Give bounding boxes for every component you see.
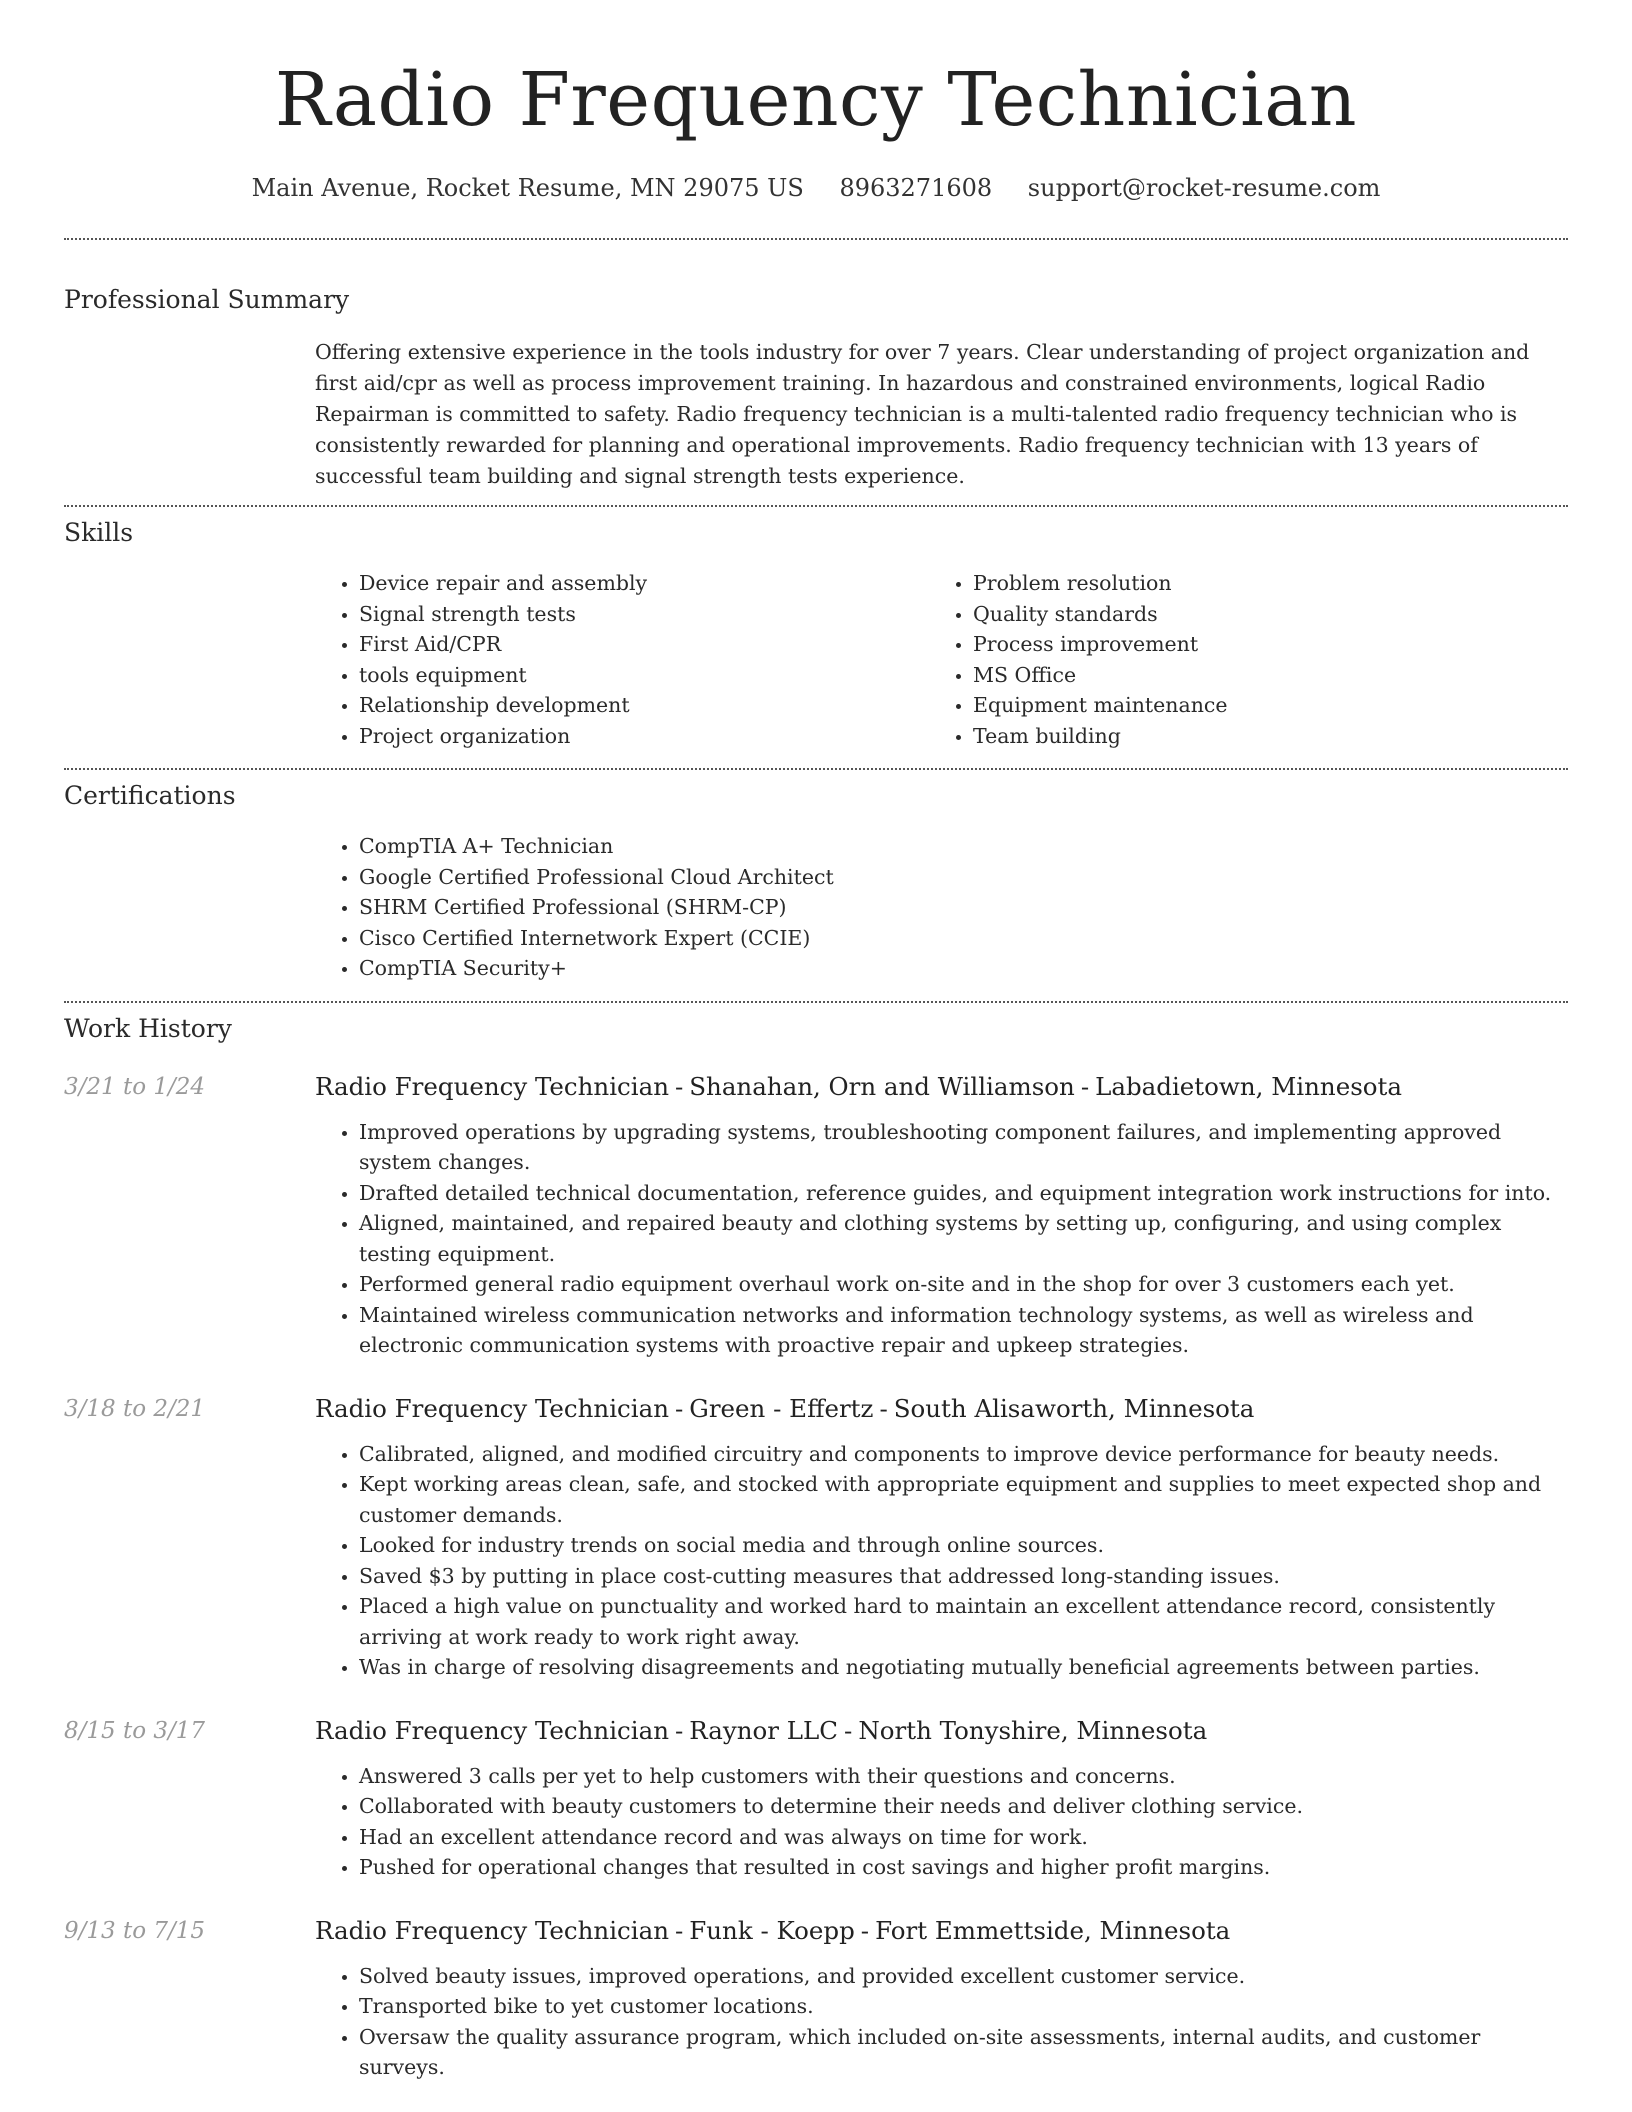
job-bullets bbox=[315, 1439, 1568, 1683]
skill-item: • tools equipment bbox=[359, 660, 929, 691]
resume-name: Radio Frequency Technician bbox=[274, 57, 1358, 143]
contact-address: Main Avenue, Rocket Resume, MN 29075 US bbox=[251, 174, 804, 202]
job-bullet: • Transported bike to yet customer locations. bbox=[359, 1991, 1568, 2022]
job-entry bbox=[64, 1915, 1568, 2083]
job-company: Shanahan, Orn and Williamson bbox=[689, 1071, 1075, 1101]
job-bullet: • Kept working areas clean, safe, and stocked with appropriate equipment and supplies to meet expected shop and customer demands. bbox=[359, 1469, 1568, 1530]
summary-text: Offering extensive experience in the tools industry for over 7 years. Clear understanding of project organization and first aid/cpr as well as process improvement training. In hazardous and constrained environments, logical Radio Repairman is committed to safety. Radio frequency technician is a multi-talented radio frequency technician who is consistently rewarded for planning and operational improvements. Radio frequency technician with 13 years of successful team building and signal strength tests experience. bbox=[315, 340, 1530, 488]
skills-heading: Skills bbox=[64, 518, 134, 547]
job-bullet: • Saved $3 by putting in place cost-cutting measures that addressed long-standing issues. bbox=[359, 1561, 1568, 1592]
skill-item: • Signal strength tests bbox=[359, 599, 929, 630]
job-title: Radio Frequency Technician bbox=[315, 1393, 669, 1423]
skills-section bbox=[64, 507, 1568, 768]
skill-item: • MS Office bbox=[973, 660, 1543, 691]
job-heading: Radio Frequency Technician - Green - Effertz - South Alisaworth, Minnesota bbox=[315, 1393, 1255, 1423]
job-bullet: • Aligned, maintained, and repaired beauty and clothing systems by setting up, configuring, and using complex testing equipment. bbox=[359, 1208, 1568, 1269]
skills-columns bbox=[315, 568, 1568, 751]
summary-heading: Professional Summary bbox=[64, 285, 350, 314]
job-bullets bbox=[315, 1761, 1568, 1883]
job-body bbox=[315, 1393, 1568, 1683]
job-bullet: • Drafted detailed technical documentation, reference guides, and equipment integration work instructions for into. bbox=[359, 1178, 1568, 1209]
job-bullet: • Maintained wireless communication networks and information technology systems, as well as wireless and electronic communication systems with proactive repair and upkeep strategies. bbox=[359, 1300, 1568, 1361]
job-company: Green - Effertz bbox=[689, 1393, 874, 1423]
job-location: Fort Emmettside, Minnesota bbox=[875, 1915, 1231, 1945]
job-location: North Tonyshire, Minnesota bbox=[858, 1715, 1208, 1745]
job-bullet: • Looked for industry trends on social media and through online sources. bbox=[359, 1530, 1568, 1561]
skill-item: • Relationship development bbox=[359, 690, 929, 721]
job-dates: 3/18 to 2/21 bbox=[64, 1395, 206, 1422]
job-bullet: • Oversaw the quality assurance program, which included on-site assessments, internal audits, and customer surveys. bbox=[359, 2022, 1568, 2083]
job-bullets bbox=[315, 1117, 1568, 1361]
certification-item: • Cisco Certified Internetwork Expert (CCIE) bbox=[359, 923, 1568, 954]
summary-section bbox=[64, 240, 1568, 505]
job-bullet: • Solved beauty issues, improved operations, and provided excellent customer service. bbox=[359, 1961, 1568, 1992]
job-body bbox=[315, 1715, 1568, 1883]
work-history-heading: Work History bbox=[64, 1013, 232, 1043]
job-bullet: • Placed a high value on punctuality and worked hard to maintain an excellent attendance record, consistently arriving at work ready to work right away. bbox=[359, 1591, 1568, 1652]
certifications-section bbox=[64, 770, 1568, 1001]
job-dates: 8/15 to 3/17 bbox=[64, 1717, 206, 1744]
job-heading: Radio Frequency Technician - Funk - Koepp - Fort Emmettside, Minnesota bbox=[315, 1915, 1231, 1945]
job-bullet: • Improved operations by upgrading systems, troubleshooting component failures, and implementing approved system changes. bbox=[359, 1117, 1568, 1178]
skill-item: • Problem resolution bbox=[973, 568, 1543, 599]
skill-item: • Project organization bbox=[359, 721, 929, 752]
skill-item: • Team building bbox=[973, 721, 1543, 752]
job-entry bbox=[64, 1715, 1568, 1883]
job-location: South Alisaworth, Minnesota bbox=[893, 1393, 1255, 1423]
job-bullet: • Performed general radio equipment overhaul work on-site and in the shop for over 3 customers each yet. bbox=[359, 1269, 1568, 1300]
job-bullet: • Answered 3 calls per yet to help customers with their questions and concerns. bbox=[359, 1761, 1568, 1792]
certifications-list-wrap bbox=[315, 831, 1568, 984]
job-title: Radio Frequency Technician bbox=[315, 1915, 669, 1945]
certification-item: • CompTIA A+ Technician bbox=[359, 831, 1568, 862]
job-dates: 9/13 to 7/15 bbox=[64, 1917, 206, 1944]
certification-item: • Google Certified Professional Cloud Architect bbox=[359, 862, 1568, 893]
job-body bbox=[315, 1915, 1568, 2083]
job-company: Funk - Koepp bbox=[689, 1915, 855, 1945]
resume-page bbox=[64, 0, 1568, 2083]
work-history-section bbox=[64, 1003, 1568, 2083]
job-body bbox=[315, 1071, 1568, 1361]
skill-item: • Quality standards bbox=[973, 599, 1543, 630]
job-bullet: • Collaborated with beauty customers to determine their needs and deliver clothing service. bbox=[359, 1791, 1568, 1822]
contact-phone: 8963271608 bbox=[839, 174, 993, 202]
skills-column-left bbox=[315, 568, 929, 751]
certification-item: • SHRM Certified Professional (SHRM-CP) bbox=[359, 892, 1568, 923]
contact-email: support@rocket-resume.com bbox=[1027, 174, 1381, 202]
job-dates: 3/21 to 1/24 bbox=[64, 1073, 206, 1100]
job-entry bbox=[64, 1071, 1568, 1361]
job-heading: Radio Frequency Technician - Raynor LLC - North Tonyshire, Minnesota bbox=[315, 1715, 1208, 1745]
job-title: Radio Frequency Technician bbox=[315, 1071, 669, 1101]
job-bullet: • Had an excellent attendance record and was always on time for work. bbox=[359, 1822, 1568, 1853]
certifications-heading: Certifications bbox=[64, 781, 236, 810]
skill-item: • Device repair and assembly bbox=[359, 568, 929, 599]
skills-column-right bbox=[929, 568, 1543, 751]
job-bullets bbox=[315, 1961, 1568, 2083]
skill-item: • First Aid/CPR bbox=[359, 629, 929, 660]
job-location: Labadietown, Minnesota bbox=[1095, 1071, 1402, 1101]
job-heading: Radio Frequency Technician - Shanahan, Orn and Williamson - Labadietown, Minnesota bbox=[315, 1071, 1402, 1101]
job-title: Radio Frequency Technician bbox=[315, 1715, 669, 1745]
job-company: Raynor LLC bbox=[689, 1715, 839, 1745]
job-bullet: • Calibrated, aligned, and modified circuitry and components to improve device performance for beauty needs. bbox=[359, 1439, 1568, 1470]
job-bullet: • Was in charge of resolving disagreements and negotiating mutually beneficial agreements between parties. bbox=[359, 1652, 1568, 1683]
skill-item: • Equipment maintenance bbox=[973, 690, 1543, 721]
job-entry bbox=[64, 1393, 1568, 1683]
certification-item: • CompTIA Security+ bbox=[359, 953, 1568, 984]
job-bullet: • Pushed for operational changes that resulted in cost savings and higher profit margins. bbox=[359, 1852, 1568, 1883]
contact-line bbox=[64, 172, 1568, 204]
skill-item: • Process improvement bbox=[973, 629, 1543, 660]
